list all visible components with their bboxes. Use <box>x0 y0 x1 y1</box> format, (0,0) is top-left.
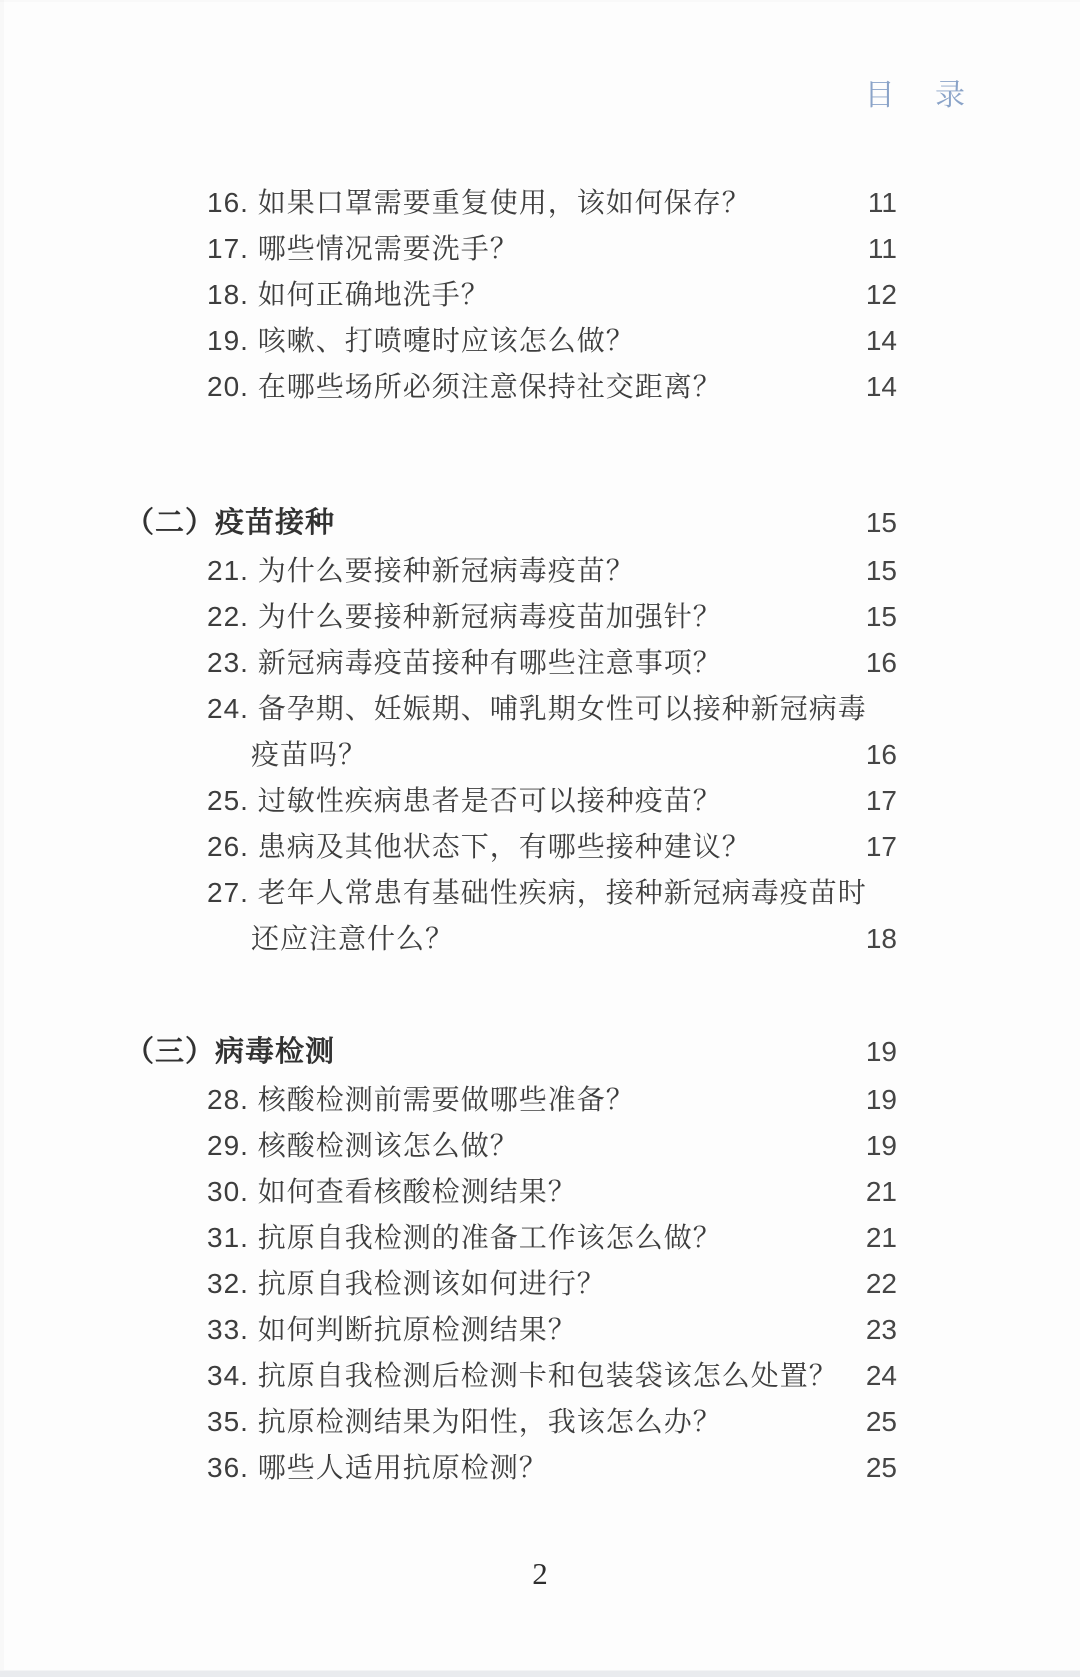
section-page-number: 19 <box>865 1036 897 1067</box>
toc-item-page-number: 11 <box>867 187 897 218</box>
toc-item-text: 疫苗吗？ <box>251 739 368 770</box>
toc-item-page-number: 21 <box>865 1176 897 1207</box>
toc-item-page-number: 23 <box>865 1314 897 1345</box>
toc-item-text: 33. 如何判断抗原检测结果？ <box>207 1314 577 1345</box>
toc-item <box>125 226 897 272</box>
toc-item <box>125 1307 897 1353</box>
toc-item-page-number: 14 <box>865 325 897 356</box>
page-bottom-edge <box>0 1670 1080 1677</box>
toc-item-text: 29. 核酸检测该怎么做？ <box>207 1130 519 1161</box>
toc-item <box>125 1123 897 1169</box>
toc-item <box>125 870 897 962</box>
toc-section-heading <box>125 1027 897 1077</box>
section-page-number: 15 <box>865 507 897 538</box>
toc-item <box>125 364 897 410</box>
toc-item-text: 27. 老年人常患有基础性疾病，接种新冠病毒疫苗时 <box>207 877 867 908</box>
toc-item-text: 20. 在哪些场所必须注意保持社交距离？ <box>207 371 722 402</box>
toc-group <box>125 180 897 410</box>
toc-item-page-number: 19 <box>865 1130 897 1161</box>
toc-item-text: 32. 抗原自我检测该如何进行？ <box>207 1268 606 1299</box>
toc-item <box>125 1169 897 1215</box>
toc-item <box>125 1261 897 1307</box>
toc-item <box>125 548 897 594</box>
toc-item-page-number: 16 <box>865 647 897 678</box>
toc-item <box>125 272 897 318</box>
toc-item <box>125 180 897 226</box>
toc-group <box>125 498 897 962</box>
toc-item <box>125 318 897 364</box>
toc-item-page-number: 12 <box>865 279 897 310</box>
toc-item-page-number: 15 <box>865 555 897 586</box>
toc-item-page-number: 18 <box>865 923 897 954</box>
toc-item <box>125 640 897 686</box>
toc-item-page-number: 14 <box>865 371 897 402</box>
section-heading-text: （三）病毒检测 <box>125 1036 336 1068</box>
page-footer <box>0 1556 1080 1592</box>
toc-section-heading <box>125 498 897 548</box>
toc-item-text: 36. 哪些人适用抗原检测？ <box>207 1452 548 1483</box>
toc-item-text: 26. 患病及其他状态下，有哪些接种建议？ <box>207 831 751 862</box>
toc-item-text: 23. 新冠病毒疫苗接种有哪些注意事项？ <box>207 647 722 678</box>
toc-item-page-number: 15 <box>865 601 897 632</box>
toc-item-page-number: 11 <box>867 233 897 264</box>
toc-item-text: 22. 为什么要接种新冠病毒疫苗加强针？ <box>207 601 722 632</box>
toc-item-text: 17. 哪些情况需要洗手？ <box>207 233 519 264</box>
page-title: 目 录 <box>864 79 968 112</box>
toc-item-text: 18. 如何正确地洗手？ <box>207 279 490 310</box>
toc-item <box>125 1445 897 1491</box>
toc-item-text: 还应注意什么？ <box>251 923 455 954</box>
toc-item <box>125 1353 897 1399</box>
toc-item-text: 30. 如何查看核酸检测结果？ <box>207 1176 577 1207</box>
section-heading-text: （二）疫苗接种 <box>125 507 336 539</box>
toc-item-text: 24. 备孕期、妊娠期、哺乳期女性可以接种新冠病毒 <box>207 693 867 724</box>
toc-item <box>125 594 897 640</box>
toc-item-text: 34. 抗原自我检测后检测卡和包装袋该怎么处置？ <box>207 1360 838 1391</box>
toc-item-text: 25. 过敏性疾病患者是否可以接种疫苗？ <box>207 785 722 816</box>
footer-page-number: 2 <box>532 1556 548 1591</box>
toc-item-text: 21. 为什么要接种新冠病毒疫苗？ <box>207 555 635 586</box>
toc-item-text: 19. 咳嗽、打喷嚏时应该怎么做？ <box>207 325 635 356</box>
toc-item-page-number: 17 <box>865 831 897 862</box>
toc-item-text: 31. 抗原自我检测的准备工作该怎么做？ <box>207 1222 722 1253</box>
toc-item-text: 28. 核酸检测前需要做哪些准备？ <box>207 1084 635 1115</box>
toc-item-page-number: 25 <box>865 1452 897 1483</box>
toc-item-page-number: 17 <box>865 785 897 816</box>
toc-item <box>125 1399 897 1445</box>
toc-item-text: 35. 抗原检测结果为阳性，我该怎么办？ <box>207 1406 722 1437</box>
toc-item <box>125 1215 897 1261</box>
toc-item <box>125 778 897 824</box>
toc-item-page-number: 24 <box>865 1360 897 1391</box>
toc-item-page-number: 19 <box>865 1084 897 1115</box>
toc-item-page-number: 22 <box>865 1268 897 1299</box>
toc-item <box>125 686 897 778</box>
toc-item <box>125 824 897 870</box>
toc-item-page-number: 25 <box>865 1406 897 1437</box>
toc-item-page-number: 16 <box>865 739 897 770</box>
table-of-contents <box>125 180 897 1491</box>
toc-group <box>125 1027 897 1491</box>
toc-item-text: 16. 如果口罩需要重复使用，该如何保存？ <box>207 187 751 218</box>
toc-item <box>125 1077 897 1123</box>
toc-item-page-number: 21 <box>865 1222 897 1253</box>
